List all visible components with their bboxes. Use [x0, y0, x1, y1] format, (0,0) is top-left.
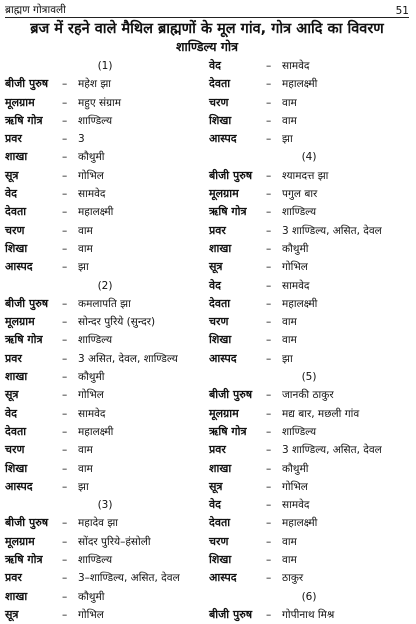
field-label: बीजी पुरुष — [5, 77, 49, 91]
field-value: जानकी ठाकुर — [282, 389, 334, 402]
field-value: सोंदर पुरिये–हंसोली — [78, 535, 151, 548]
field-label: बीजी पुरुष — [209, 388, 253, 402]
field-row — [209, 112, 409, 130]
field-row — [5, 130, 205, 148]
field-label: शिखा — [5, 461, 28, 475]
entry-number — [209, 368, 409, 386]
field-label: वेद — [209, 278, 221, 292]
field-row — [5, 514, 205, 532]
field-value: कौथुमी — [282, 242, 309, 255]
field-row — [209, 514, 409, 532]
entry-number-label: (6) — [301, 590, 317, 603]
right-column — [209, 57, 409, 624]
field-dash: – — [266, 242, 272, 255]
field-dash: – — [62, 242, 68, 255]
entry-number — [5, 496, 205, 514]
field-value: सामवेद — [78, 407, 106, 420]
field-row — [5, 551, 205, 569]
field-value: कमलापति झा — [78, 297, 131, 310]
entry-number — [5, 57, 205, 75]
field-label: बीजी पुरुष — [209, 607, 253, 621]
field-dash: – — [266, 462, 272, 475]
field-dash: – — [62, 114, 68, 127]
field-label: शाखा — [5, 150, 28, 164]
field-dash: – — [266, 517, 272, 530]
field-label: प्रवर — [209, 443, 226, 457]
field-row — [5, 588, 205, 606]
field-row — [209, 423, 409, 441]
field-label: प्रवर — [5, 571, 22, 585]
left-column — [5, 57, 205, 624]
field-label: मूलग्राम — [209, 406, 239, 420]
field-value: 3 शाण्डिल्य, असित, देवल — [282, 444, 382, 457]
field-dash: – — [266, 572, 272, 585]
field-row — [209, 331, 409, 349]
field-label: आस्पद — [209, 132, 237, 146]
field-label: चरण — [5, 443, 25, 457]
field-row — [5, 386, 205, 404]
field-row — [209, 405, 409, 423]
field-value: सामवेद — [282, 279, 310, 292]
field-dash: – — [62, 206, 68, 219]
field-label: सूत्र — [5, 607, 19, 621]
two-column-body — [5, 57, 409, 624]
field-value: गोभिल — [78, 389, 104, 402]
field-row — [5, 405, 205, 423]
field-row — [209, 533, 409, 551]
field-row — [5, 148, 205, 166]
field-label: वेद — [209, 498, 221, 512]
field-dash: – — [62, 78, 68, 91]
field-row — [209, 441, 409, 459]
field-dash: – — [266, 444, 272, 457]
field-label: देवता — [5, 205, 27, 219]
field-row — [209, 240, 409, 258]
field-value: वाम — [282, 554, 297, 567]
field-value: कौथुमी — [282, 462, 309, 475]
field-value: महालक्ष्मी — [78, 425, 114, 438]
entry-number — [209, 588, 409, 606]
field-row — [209, 496, 409, 514]
field-row — [209, 606, 409, 624]
field-value: वाम — [282, 535, 297, 548]
field-value: ठाकुर — [282, 572, 304, 585]
field-label: सूत्र — [5, 168, 19, 182]
field-label: सूत्र — [5, 388, 19, 402]
field-label: मूलग्राम — [209, 187, 239, 201]
field-label: ऋषि गोत्र — [209, 205, 247, 219]
field-label: सूत्र — [209, 479, 223, 493]
field-row — [5, 222, 205, 240]
field-value: झा — [78, 261, 89, 274]
field-value: गोभिल — [78, 169, 104, 182]
field-dash: – — [266, 224, 272, 237]
field-row — [209, 277, 409, 295]
field-value: महालक्ष्मी — [282, 78, 318, 91]
field-label: वेद — [5, 406, 17, 420]
field-label: शिखा — [209, 333, 232, 347]
field-dash: – — [62, 224, 68, 237]
field-dash: – — [62, 133, 68, 146]
field-row — [5, 606, 205, 624]
field-row — [5, 478, 205, 496]
field-value: महालक्ष्मी — [78, 206, 114, 219]
running-header — [5, 0, 409, 18]
field-label: शाखा — [5, 370, 28, 384]
field-dash: – — [62, 297, 68, 310]
field-dash: – — [62, 572, 68, 585]
field-value: शाण्डिल्य — [282, 206, 317, 219]
field-value: मद्य बार, मछली गांव — [282, 407, 360, 420]
field-value: गोभिल — [282, 480, 308, 493]
field-row — [209, 386, 409, 404]
field-dash: – — [62, 590, 68, 603]
field-value: वाम — [282, 316, 297, 329]
field-dash: – — [266, 389, 272, 402]
field-value: 3 असित, देवल, शाण्डिल्य — [78, 352, 178, 365]
field-row — [5, 423, 205, 441]
field-row — [5, 350, 205, 368]
field-row — [5, 295, 205, 313]
field-label: आस्पद — [5, 479, 33, 493]
field-dash: – — [62, 96, 68, 109]
field-row — [5, 167, 205, 185]
field-value: झा — [282, 352, 293, 365]
field-value: वाम — [78, 242, 93, 255]
header-book-title: ब्राह्मण गोत्रावली — [5, 4, 66, 16]
field-label: देवता — [209, 77, 231, 91]
field-row — [209, 350, 409, 368]
field-dash: – — [266, 261, 272, 274]
field-label: बीजी पुरुष — [5, 516, 49, 530]
page-number: 51 — [395, 5, 409, 17]
field-value: शाण्डिल्य — [282, 425, 317, 438]
field-label: चरण — [5, 223, 25, 237]
field-row — [5, 258, 205, 276]
field-row — [209, 203, 409, 221]
field-value: गोपीनाथ मिश्र — [282, 608, 335, 621]
field-label: आस्पद — [209, 571, 237, 585]
field-label: ऋषि गोत्र — [5, 553, 43, 567]
field-value: झा — [282, 133, 293, 146]
field-row — [209, 478, 409, 496]
field-row — [5, 112, 205, 130]
field-value: 3–शाण्डिल्य, असित, देवल — [78, 572, 180, 585]
field-label: देवता — [209, 516, 231, 530]
field-dash: – — [62, 371, 68, 384]
field-dash: – — [62, 407, 68, 420]
field-row — [209, 460, 409, 478]
gotra-subtitle: शाण्डिल्य गोत्र — [175, 39, 239, 54]
field-dash: – — [266, 352, 272, 365]
field-label: शिखा — [5, 241, 28, 255]
field-value: महालक्ष्मी — [282, 297, 318, 310]
field-value: वाम — [78, 444, 93, 457]
field-label: प्रवर — [209, 223, 226, 237]
field-row — [209, 295, 409, 313]
field-dash: – — [266, 188, 272, 201]
field-value: सामवेद — [282, 60, 310, 72]
field-value: वाम — [282, 96, 297, 109]
field-row — [5, 203, 205, 221]
field-label: देवता — [5, 424, 27, 438]
field-row — [209, 167, 409, 185]
field-value: 3 — [78, 133, 85, 146]
field-value: झा — [78, 480, 89, 493]
field-dash: – — [62, 169, 68, 182]
field-value: वाम — [282, 334, 297, 347]
field-value: कौथुमी — [78, 151, 105, 164]
entry-number-label: (3) — [97, 499, 113, 512]
field-dash: – — [62, 425, 68, 438]
field-dash: – — [266, 133, 272, 146]
field-label: मूलग्राम — [5, 95, 35, 109]
field-value: महालक्ष्मी — [282, 517, 318, 530]
field-row — [5, 240, 205, 258]
field-row — [5, 368, 205, 386]
field-row — [209, 258, 409, 276]
field-dash: – — [62, 352, 68, 365]
field-value: महेश झा — [78, 78, 111, 91]
field-dash: – — [266, 480, 272, 493]
field-dash: – — [266, 279, 272, 292]
field-row — [5, 75, 205, 93]
page-title: ब्रज में रहने वाले मैथिल ब्राह्मणों के मूल गांव, गोत्र आदि का विवरण — [30, 21, 384, 37]
field-row — [209, 222, 409, 240]
field-label: प्रवर — [5, 351, 22, 365]
field-row — [5, 441, 205, 459]
entry-number-label: (1) — [97, 60, 113, 72]
field-row — [209, 569, 409, 587]
field-dash: – — [62, 389, 68, 402]
field-row — [5, 331, 205, 349]
field-dash: – — [266, 608, 272, 621]
field-dash: – — [62, 444, 68, 457]
field-dash: – — [62, 554, 68, 567]
field-dash: – — [62, 480, 68, 493]
field-value: शाण्डिल्य — [78, 114, 113, 127]
field-row — [5, 94, 205, 112]
field-label: बीजी पुरुष — [209, 168, 253, 182]
field-value: गोभिल — [282, 261, 308, 274]
field-value: सामवेद — [78, 188, 106, 201]
field-dash: – — [266, 334, 272, 347]
field-value: श्यामदत्त झा — [282, 169, 329, 182]
entry-number-label: (2) — [97, 279, 113, 292]
field-row — [5, 313, 205, 331]
field-label: शाखा — [209, 461, 232, 475]
field-row — [209, 551, 409, 569]
field-row — [209, 75, 409, 93]
field-dash: – — [62, 608, 68, 621]
field-label: शिखा — [209, 553, 232, 567]
field-dash: – — [62, 261, 68, 274]
field-label: चरण — [209, 315, 229, 329]
field-dash: – — [62, 316, 68, 329]
field-value: महादेव झा — [78, 517, 118, 530]
field-row — [209, 185, 409, 203]
field-label: बीजी पुरुष — [5, 296, 49, 310]
field-dash: – — [266, 60, 272, 72]
field-label: शिखा — [209, 113, 232, 127]
field-label: वेद — [209, 59, 221, 72]
field-dash: – — [62, 151, 68, 164]
field-row — [5, 569, 205, 587]
field-row — [209, 57, 409, 75]
field-dash: – — [62, 517, 68, 530]
field-dash: – — [266, 297, 272, 310]
field-label: मूलग्राम — [5, 534, 35, 548]
field-dash: – — [266, 114, 272, 127]
field-label: देवता — [209, 296, 231, 310]
field-row — [209, 94, 409, 112]
field-value: सामवेद — [282, 499, 310, 512]
field-value: कौथुमी — [78, 590, 105, 603]
entry-number-label: (4) — [301, 151, 317, 164]
field-label: आस्पद — [209, 351, 237, 365]
field-dash: – — [266, 316, 272, 329]
entry-number — [209, 148, 409, 166]
field-dash: – — [266, 554, 272, 567]
field-value: सोन्दर पुरिये (सुन्दर) — [78, 316, 156, 329]
field-row — [5, 185, 205, 203]
field-value: गोभिल — [78, 608, 104, 621]
field-dash: – — [62, 462, 68, 475]
field-dash: – — [62, 535, 68, 548]
field-label: ऋषि गोत्र — [209, 424, 247, 438]
field-label: वेद — [5, 187, 17, 201]
field-label: मूलग्राम — [5, 315, 35, 329]
field-dash: – — [266, 169, 272, 182]
field-value: शाण्डिल्य — [78, 554, 113, 567]
field-label: आस्पद — [5, 260, 33, 274]
field-value: शाण्डिल्य — [78, 334, 113, 347]
field-value: 3 शाण्डिल्य, असित, देवल — [282, 224, 382, 237]
field-dash: – — [266, 206, 272, 219]
field-value: महुए संग्राम — [78, 96, 122, 109]
field-label: चरण — [209, 534, 229, 548]
entry-number-label: (5) — [301, 371, 317, 384]
field-value: कौथुमी — [78, 371, 105, 384]
field-label: प्रवर — [5, 132, 22, 146]
field-dash: – — [266, 425, 272, 438]
field-label: शाखा — [209, 241, 232, 255]
field-row — [5, 533, 205, 551]
field-row — [209, 313, 409, 331]
field-label: चरण — [209, 95, 229, 109]
field-dash: – — [266, 535, 272, 548]
field-value: वाम — [78, 462, 93, 475]
field-value: पगुल बार — [282, 188, 318, 201]
field-row — [209, 130, 409, 148]
field-dash: – — [266, 499, 272, 512]
entry-number — [5, 277, 205, 295]
field-label: सूत्र — [209, 260, 223, 274]
field-row — [5, 460, 205, 478]
field-dash: – — [62, 334, 68, 347]
field-label: ऋषि गोत्र — [5, 333, 43, 347]
field-label: शाखा — [5, 589, 28, 603]
field-value: वाम — [282, 114, 297, 127]
field-dash: – — [266, 407, 272, 420]
field-label: ऋषि गोत्र — [5, 113, 43, 127]
field-dash: – — [62, 188, 68, 201]
field-value: वाम — [78, 224, 93, 237]
field-dash: – — [266, 96, 272, 109]
field-dash: – — [266, 78, 272, 91]
